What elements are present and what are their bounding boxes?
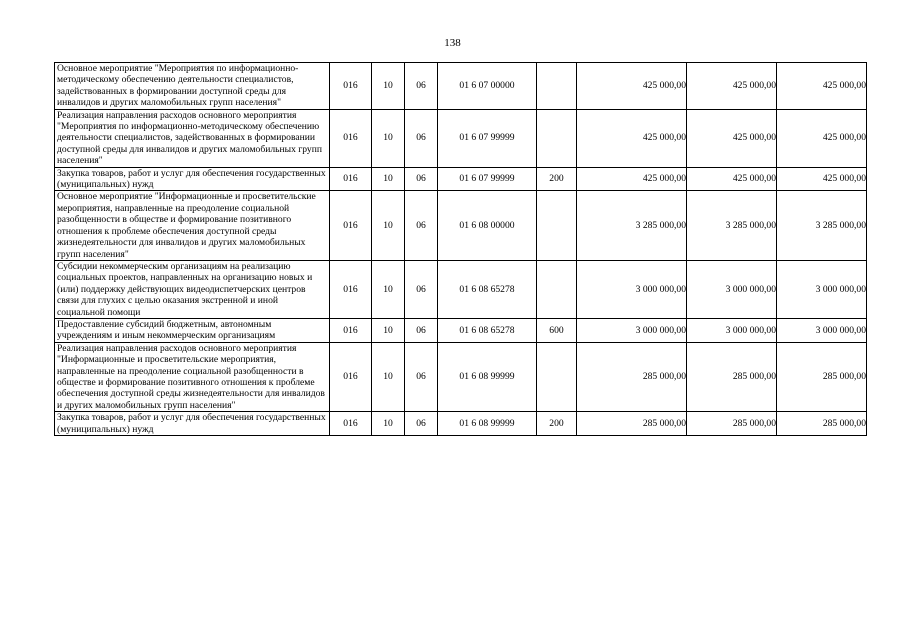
amount-year3-cell: 3 285 000,00 <box>777 191 867 260</box>
expense-type-cell <box>537 342 577 411</box>
amount-year3-cell: 3 000 000,00 <box>777 260 867 318</box>
expense-type-cell <box>537 63 577 110</box>
grbs-code-cell: 016 <box>330 63 372 110</box>
amount-year2-cell: 285 000,00 <box>687 412 777 436</box>
table-row <box>55 260 867 318</box>
section-code-cell: 10 <box>372 412 405 436</box>
expense-type-cell: 600 <box>537 318 577 342</box>
amount-year1-cell: 285 000,00 <box>577 412 687 436</box>
expense-type-cell: 200 <box>537 412 577 436</box>
subsection-code-cell: 06 <box>405 412 438 436</box>
expense-name-cell: Основное мероприятие "Мероприятия по информационно-методическому обеспечению деятельности специалистов, задействованных в формировании доступной среды для инвалидов и других маломобильных групп населения" <box>55 63 330 110</box>
target-article-cell: 01 6 08 00000 <box>438 191 537 260</box>
target-article-cell: 01 6 07 99999 <box>438 167 537 191</box>
amount-year2-cell: 425 000,00 <box>687 167 777 191</box>
grbs-code-cell: 016 <box>330 167 372 191</box>
amount-year3-cell: 285 000,00 <box>777 342 867 411</box>
expense-name-cell: Закупка товаров, работ и услуг для обеспечения государственных (муниципальных) нужд <box>55 412 330 436</box>
subsection-code-cell: 06 <box>405 342 438 411</box>
amount-year3-cell: 3 000 000,00 <box>777 318 867 342</box>
table-row <box>55 318 867 342</box>
amount-year2-cell: 3 000 000,00 <box>687 318 777 342</box>
target-article-cell: 01 6 08 99999 <box>438 412 537 436</box>
amount-year2-cell: 425 000,00 <box>687 109 777 167</box>
target-article-cell: 01 6 07 99999 <box>438 109 537 167</box>
amount-year2-cell: 3 000 000,00 <box>687 260 777 318</box>
section-code-cell: 10 <box>372 109 405 167</box>
subsection-code-cell: 06 <box>405 109 438 167</box>
amount-year1-cell: 3 000 000,00 <box>577 318 687 342</box>
amount-year3-cell: 425 000,00 <box>777 167 867 191</box>
expense-name-cell: Реализация направления расходов основного мероприятия "Информационные и просветительские мероприятия, направленные на преодоление социальной разобщенности в обществе и формирование позитивного отношения к проблеме обеспечения доступной среды жизнедеятельности для инвалидов и других маломобильных групп населения" <box>55 342 330 411</box>
page-number: 138 <box>444 37 461 49</box>
amount-year1-cell: 425 000,00 <box>577 167 687 191</box>
expense-type-cell <box>537 109 577 167</box>
table-row <box>55 109 867 167</box>
subsection-code-cell: 06 <box>405 318 438 342</box>
amount-year1-cell: 425 000,00 <box>577 109 687 167</box>
grbs-code-cell: 016 <box>330 191 372 260</box>
amount-year1-cell: 3 285 000,00 <box>577 191 687 260</box>
section-code-cell: 10 <box>372 342 405 411</box>
amount-year1-cell: 425 000,00 <box>577 63 687 110</box>
expense-type-cell <box>537 191 577 260</box>
amount-year1-cell: 285 000,00 <box>577 342 687 411</box>
table-row <box>55 191 867 260</box>
amount-year2-cell: 425 000,00 <box>687 63 777 110</box>
expense-name-cell: Субсидии некоммерческим организациям на реализацию социальных проектов, направленных на организацию новых и (или) поддержку действующих видеодиспетчерских центров связи для глухих с целью оказания экстренной и иной социальной помощи <box>55 260 330 318</box>
amount-year2-cell: 285 000,00 <box>687 342 777 411</box>
subsection-code-cell: 06 <box>405 167 438 191</box>
target-article-cell: 01 6 08 65278 <box>438 260 537 318</box>
section-code-cell: 10 <box>372 167 405 191</box>
table-row <box>55 342 867 411</box>
target-article-cell: 01 6 08 99999 <box>438 342 537 411</box>
budget-table <box>54 62 867 436</box>
grbs-code-cell: 016 <box>330 109 372 167</box>
table-row <box>55 63 867 110</box>
subsection-code-cell: 06 <box>405 260 438 318</box>
expense-name-cell: Реализация направления расходов основного мероприятия "Мероприятия по информационно-методическому обеспечению деятельности специалистов, задействованных в формировании доступной среды для инвалидов и других маломобильных групп населения" <box>55 109 330 167</box>
section-code-cell: 10 <box>372 191 405 260</box>
grbs-code-cell: 016 <box>330 318 372 342</box>
amount-year3-cell: 285 000,00 <box>777 412 867 436</box>
amount-year2-cell: 3 285 000,00 <box>687 191 777 260</box>
section-code-cell: 10 <box>372 63 405 110</box>
expense-type-cell: 200 <box>537 167 577 191</box>
target-article-cell: 01 6 08 65278 <box>438 318 537 342</box>
expense-name-cell: Предоставление субсидий бюджетным, автономным учреждениям и иным некоммерческим организациям <box>55 318 330 342</box>
table-body <box>55 63 867 436</box>
section-code-cell: 10 <box>372 318 405 342</box>
amount-year1-cell: 3 000 000,00 <box>577 260 687 318</box>
amount-year3-cell: 425 000,00 <box>777 109 867 167</box>
grbs-code-cell: 016 <box>330 260 372 318</box>
subsection-code-cell: 06 <box>405 63 438 110</box>
expense-type-cell <box>537 260 577 318</box>
grbs-code-cell: 016 <box>330 412 372 436</box>
expense-name-cell: Основное мероприятие "Информационные и просветительские мероприятия, направленные на преодоление социальной разобщенности в обществе и формирование позитивного отношения к проблеме обеспечения доступной среды жизнедеятельности для инвалидов и других маломобильных групп населения" <box>55 191 330 260</box>
target-article-cell: 01 6 07 00000 <box>438 63 537 110</box>
table-row <box>55 412 867 436</box>
section-code-cell: 10 <box>372 260 405 318</box>
subsection-code-cell: 06 <box>405 191 438 260</box>
grbs-code-cell: 016 <box>330 342 372 411</box>
table-row <box>55 167 867 191</box>
amount-year3-cell: 425 000,00 <box>777 63 867 110</box>
expense-name-cell: Закупка товаров, работ и услуг для обеспечения государственных (муниципальных) нужд <box>55 167 330 191</box>
